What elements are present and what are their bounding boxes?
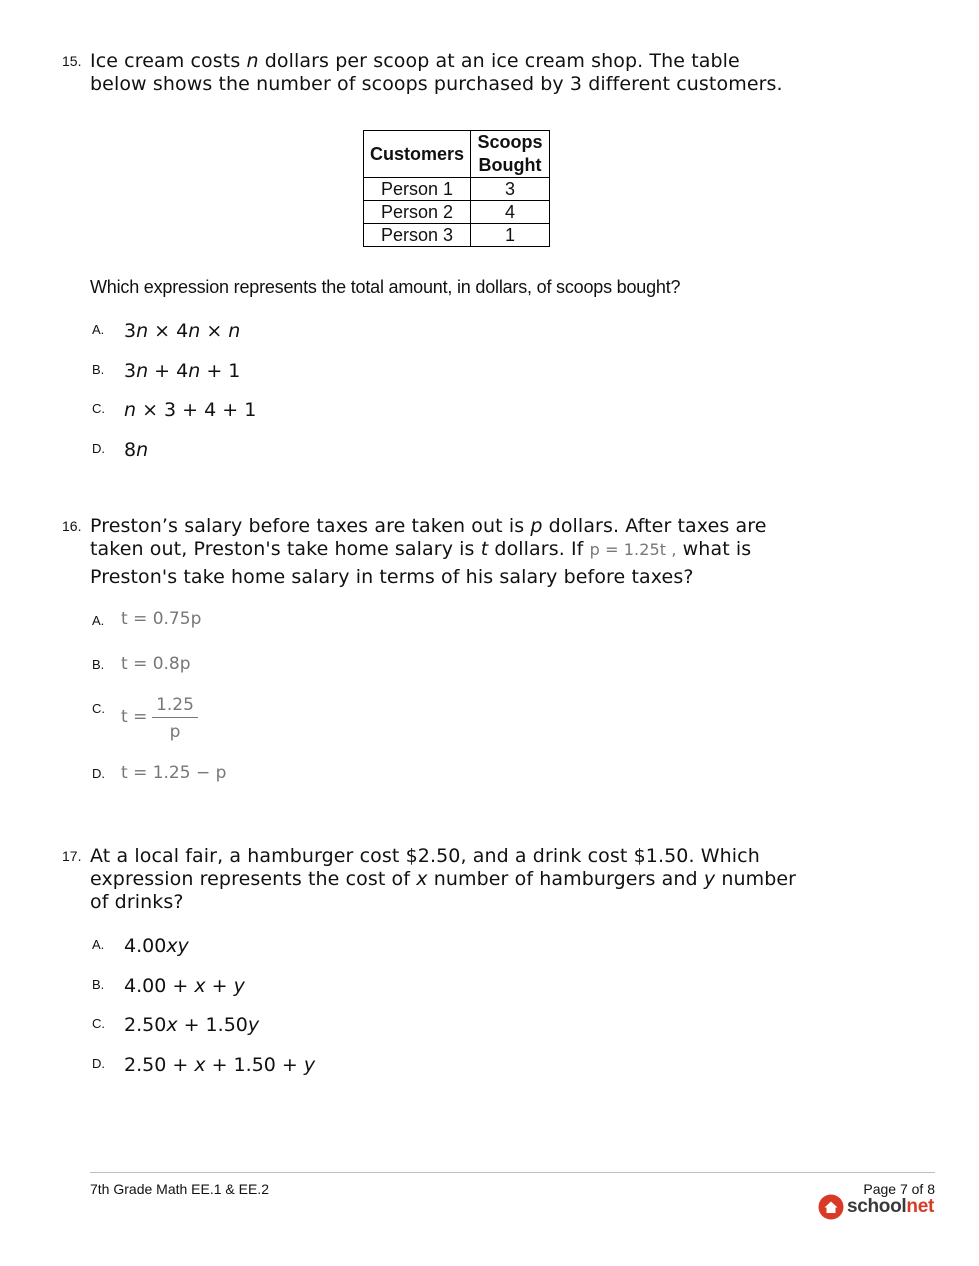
fraction-bar xyxy=(152,717,198,718)
q15-stem-line1: Ice cream costs n dollars per scoop at an ice cream shop. The table xyxy=(90,50,740,72)
scoops-table xyxy=(363,130,550,247)
q15-choice-c[interactable]: n × 3 + 4 + 1 xyxy=(124,399,257,421)
q15-prompt: Which expression represents the total amount, in dollars, of scoops bought? xyxy=(90,277,681,297)
q15-choice-d[interactable]: 8n xyxy=(124,439,149,461)
q16-var-p: p xyxy=(530,515,543,537)
q15-var-n: n xyxy=(246,50,259,72)
q17-choice-d[interactable]: 2.50 + x + 1.50 + y xyxy=(124,1054,316,1076)
header-customers: Customers xyxy=(364,131,471,178)
q17-var-x: x xyxy=(416,868,428,890)
scoops-cell: 3 xyxy=(471,178,550,201)
home-icon xyxy=(818,1194,844,1220)
q16-choice-b[interactable]: t = 0.8p xyxy=(121,654,191,674)
fraction-numerator: 1.25 xyxy=(156,695,194,715)
q15-choice-d-letter: D. xyxy=(92,441,105,456)
q16-choice-a[interactable]: t = 0.75p xyxy=(121,609,202,629)
q17-number: 17. xyxy=(62,848,82,864)
q16-choice-a-letter: A. xyxy=(92,613,105,628)
q16-inline-equation: p = 1.25t , xyxy=(589,540,677,559)
q17-stem-line2: expression represents the cost of x number of hamburgers and y number xyxy=(90,868,797,890)
q17-var-y: y xyxy=(703,868,716,890)
q16-stem-line2: taken out, Preston's take home salary is t dollars. If p = 1.25t , what is xyxy=(90,538,752,560)
q17-choice-a[interactable]: 4.00xy xyxy=(124,935,189,957)
customer-cell: Person 1 xyxy=(364,178,471,201)
q16-choice-d[interactable]: t = 1.25 − p xyxy=(121,763,227,783)
q17-stem-line1: At a local fair, a hamburger cost $2.50, and a drink cost $1.50. Which xyxy=(90,845,760,867)
q16-choice-c-lhs[interactable]: t = xyxy=(121,707,148,727)
customer-cell: Person 3 xyxy=(364,224,471,247)
q16-stem-line3: Preston's take home salary in terms of his salary before taxes? xyxy=(90,566,694,588)
q15-choice-c-letter: C. xyxy=(92,401,105,416)
table-row xyxy=(364,224,550,247)
table-row xyxy=(364,201,550,224)
q15-number: 15. xyxy=(62,53,82,69)
q17-choice-c[interactable]: 2.50x + 1.50y xyxy=(124,1014,260,1036)
q17-choice-d-letter: D. xyxy=(92,1056,105,1071)
q16-choice-b-letter: B. xyxy=(92,657,105,672)
q16-choice-c-letter: C. xyxy=(92,701,105,716)
fraction-denominator: p xyxy=(169,722,181,742)
q15-choice-a[interactable]: 3n × 4n × n xyxy=(124,320,241,342)
q16-choice-d-letter: D. xyxy=(92,766,105,781)
table-row xyxy=(364,178,550,201)
logo-text-net: net xyxy=(906,1196,934,1217)
footer-divider xyxy=(90,1172,935,1173)
q16-stem-line1: Preston’s salary before taxes are taken out is p dollars. After taxes are xyxy=(90,515,767,537)
schoolnet-logo xyxy=(818,1194,934,1220)
q17-stem-line3: of drinks? xyxy=(90,891,184,913)
q15-stem-line2: below shows the number of scoops purchased by 3 different customers. xyxy=(90,73,783,95)
q17-choice-b[interactable]: 4.00 + x + y xyxy=(124,975,245,997)
page-indicator: Page 7 of 8 xyxy=(863,1181,935,1197)
q16-var-t: t xyxy=(480,538,489,560)
q16-choice-c-fraction[interactable] xyxy=(152,695,198,742)
scoops-cell: 4 xyxy=(471,201,550,224)
q17-choice-b-letter: B. xyxy=(92,977,105,992)
footer-title: 7th Grade Math EE.1 & EE.2 xyxy=(90,1181,269,1197)
q15-choice-b[interactable]: 3n + 4n + 1 xyxy=(124,360,241,382)
q16-number: 16. xyxy=(62,518,82,534)
q17-choice-c-letter: C. xyxy=(92,1016,105,1031)
header-scoops-bought: Scoops Bought xyxy=(471,131,550,178)
logo-text-school: school xyxy=(846,1196,907,1217)
table-header-row xyxy=(364,131,550,178)
q15-choice-b-letter: B. xyxy=(92,362,105,377)
scoops-cell: 1 xyxy=(471,224,550,247)
q15-choice-a-letter: A. xyxy=(92,322,105,337)
q17-choice-a-letter: A. xyxy=(92,937,105,952)
customer-cell: Person 2 xyxy=(364,201,471,224)
